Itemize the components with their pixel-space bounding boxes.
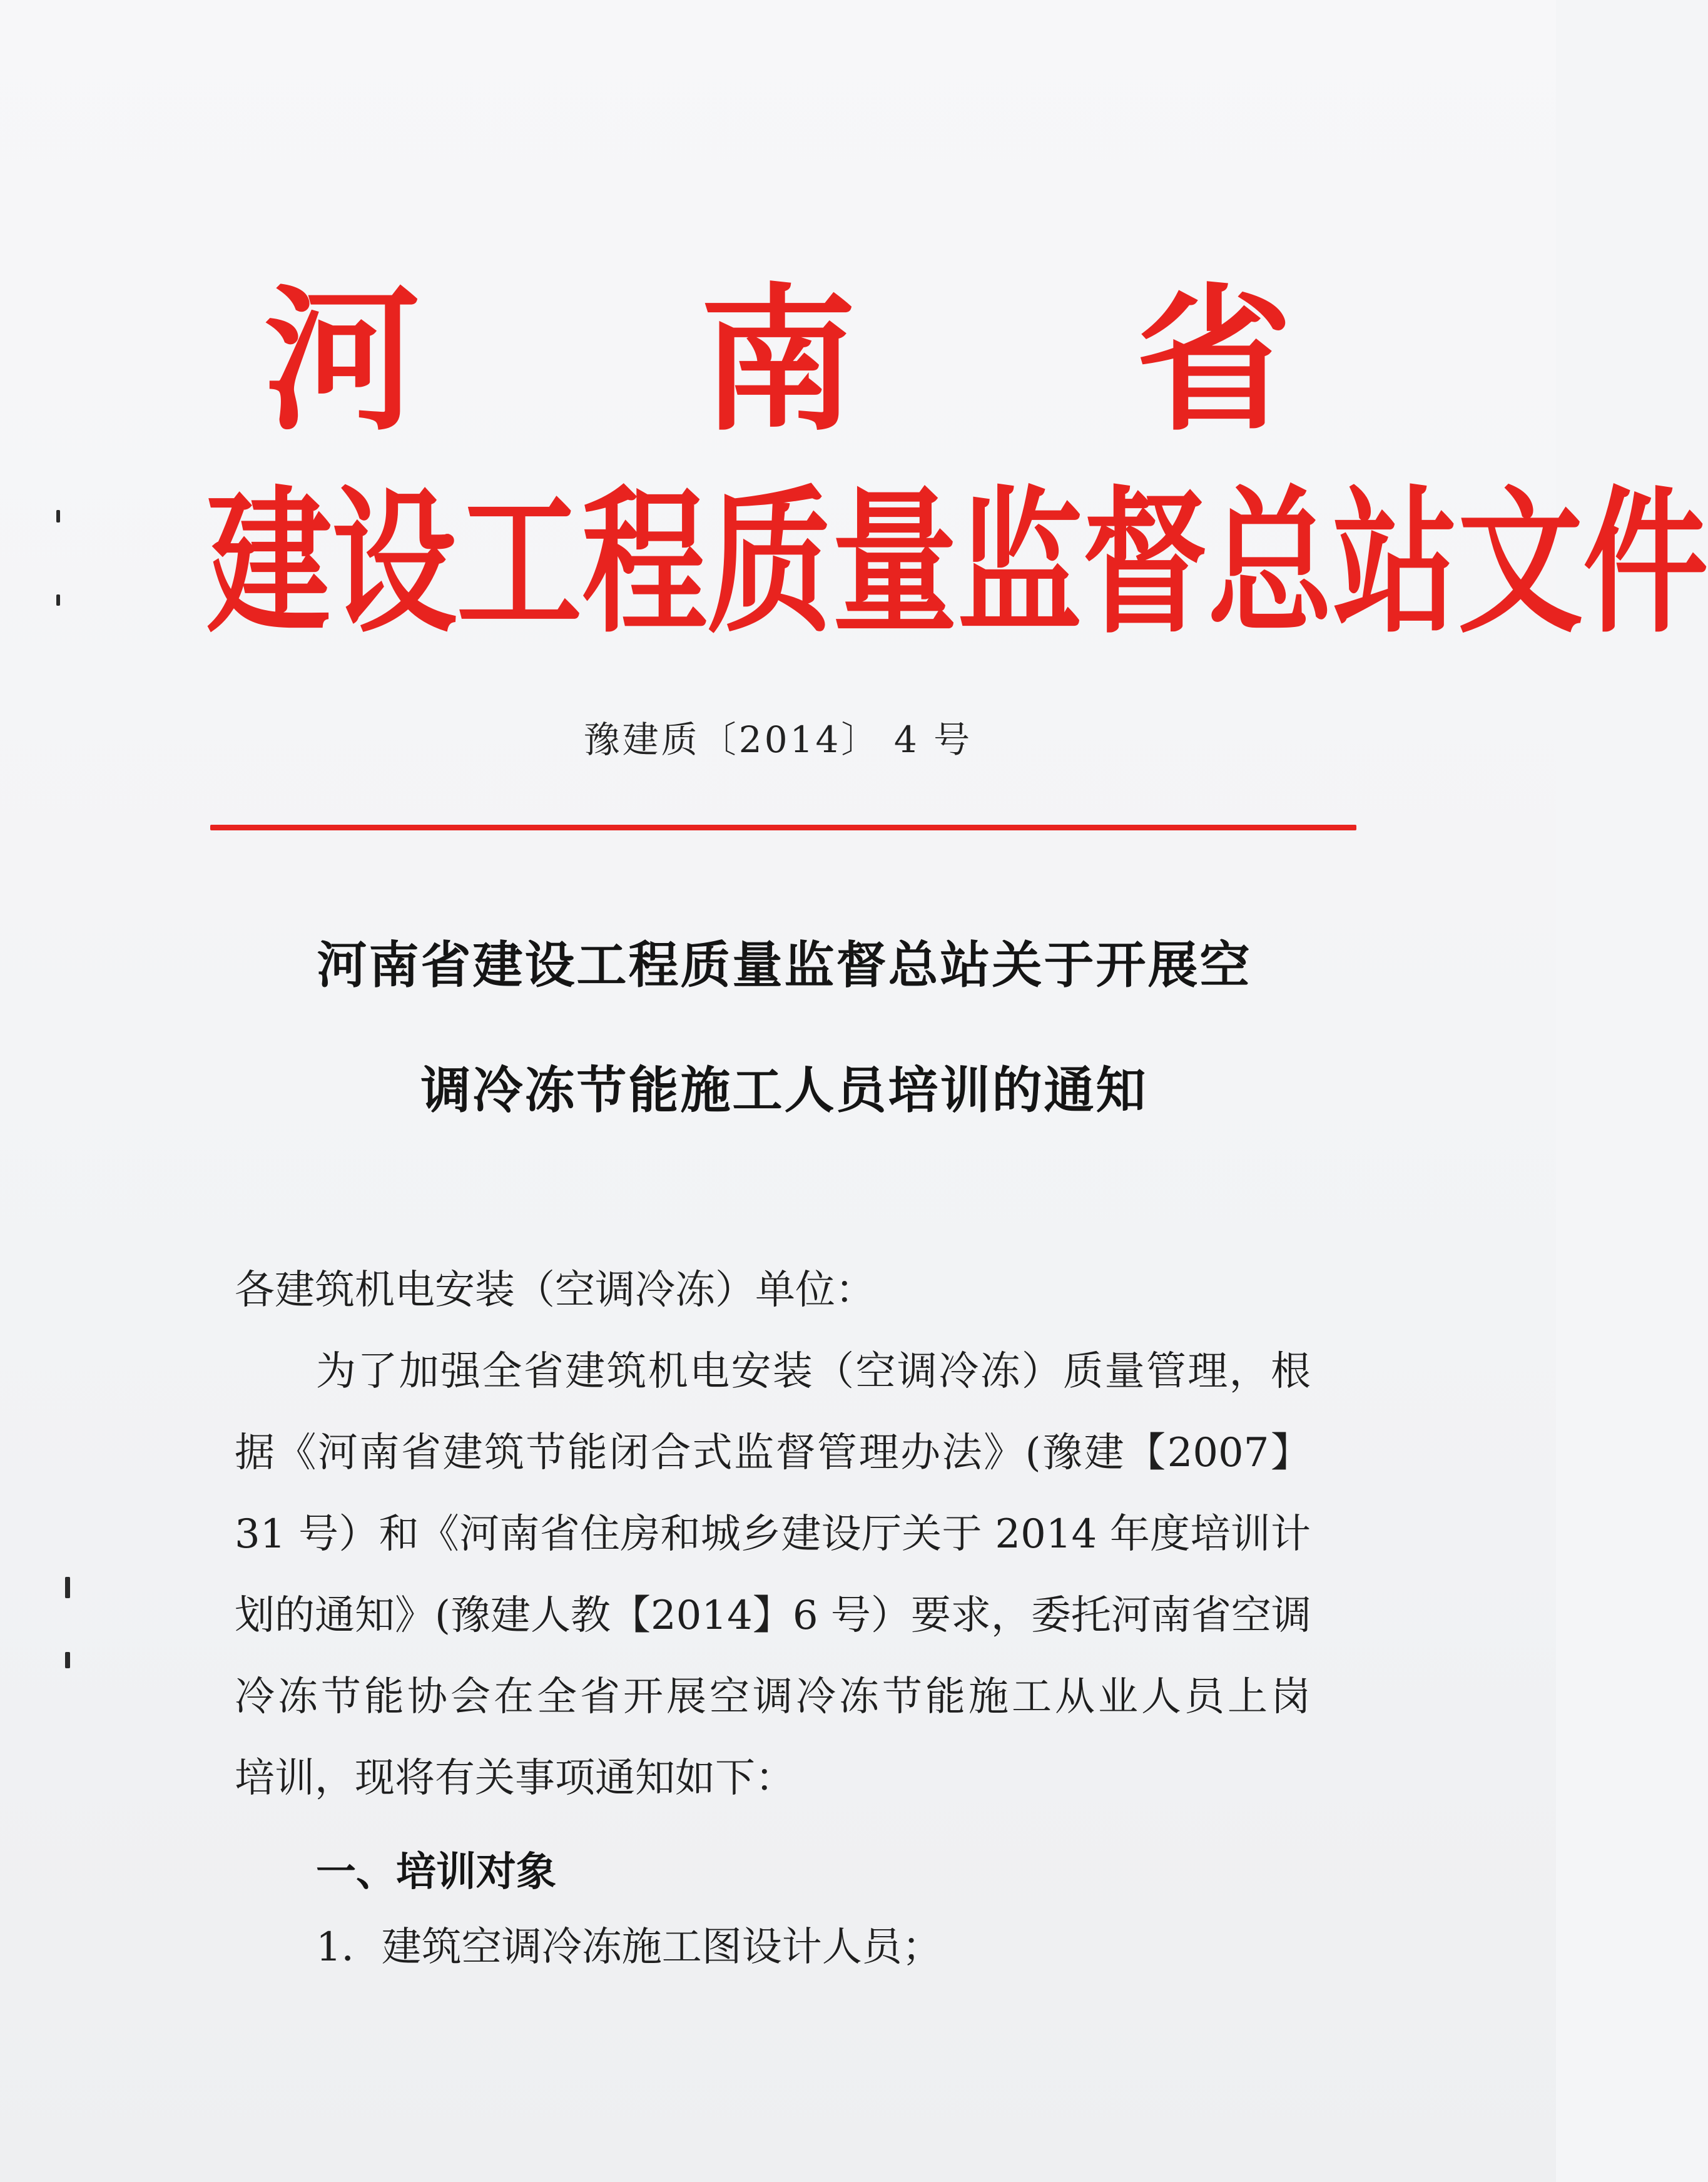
header-char: 总 bbox=[1207, 471, 1333, 655]
header-char: 工 bbox=[457, 471, 582, 655]
list-item: 1．建筑空调冷冻施工图设计人员； bbox=[316, 1924, 942, 1970]
header-char: 设 bbox=[332, 471, 457, 655]
salutation: 各建筑机电安装（空调冷冻）单位： bbox=[235, 1267, 875, 1313]
binding-mark bbox=[56, 594, 60, 606]
paragraph-line: 31 号）和《河南省住房和城乡建设厅关于 2014 年度培训计 bbox=[235, 1511, 1311, 1557]
header-char: 建 bbox=[206, 471, 332, 655]
header-char: 文 bbox=[1458, 471, 1583, 655]
header-char: 督 bbox=[1082, 471, 1208, 655]
paragraph-line: 划的通知》(豫建人教【2014】6 号）要求，委托河南省空调 bbox=[235, 1593, 1311, 1639]
paragraph-line: 为了加强全省建筑机电安装（空调冷冻）质量管理，根 bbox=[316, 1348, 1311, 1395]
paragraph-line: 培训，现将有关事项通知如下： bbox=[235, 1755, 795, 1802]
binding-mark bbox=[56, 510, 60, 523]
header-char: 质 bbox=[707, 471, 833, 655]
binding-mark bbox=[65, 1652, 70, 1668]
header-char: 程 bbox=[582, 471, 708, 655]
document-title-line2: 调冷冻节能施工人员培训的通知 bbox=[420, 1061, 1148, 1119]
binding-mark bbox=[65, 1577, 70, 1598]
section-heading: 一、培训对象 bbox=[316, 1849, 556, 1895]
paragraph-line: 冷冻节能协会在全省开展空调冷冻节能施工从业人员上岗 bbox=[235, 1674, 1311, 1720]
red-separator-line bbox=[210, 825, 1356, 830]
document-number: 豫建质〔2014〕 4 号 bbox=[583, 718, 973, 761]
header-char: 件 bbox=[1583, 471, 1708, 655]
header-char: 站 bbox=[1333, 471, 1458, 655]
header-char: 量 bbox=[832, 471, 958, 655]
header-char: 监 bbox=[957, 471, 1083, 655]
document-title-line1: 河南省建设工程质量监督总站关于开展空 bbox=[317, 936, 1252, 994]
paragraph-line: 据《河南省建筑节能闭合式监督管理办法》(豫建【2007】 bbox=[235, 1430, 1311, 1476]
header-province: 河 南 省 bbox=[263, 268, 1405, 452]
header-agency-file bbox=[206, 462, 1708, 665]
